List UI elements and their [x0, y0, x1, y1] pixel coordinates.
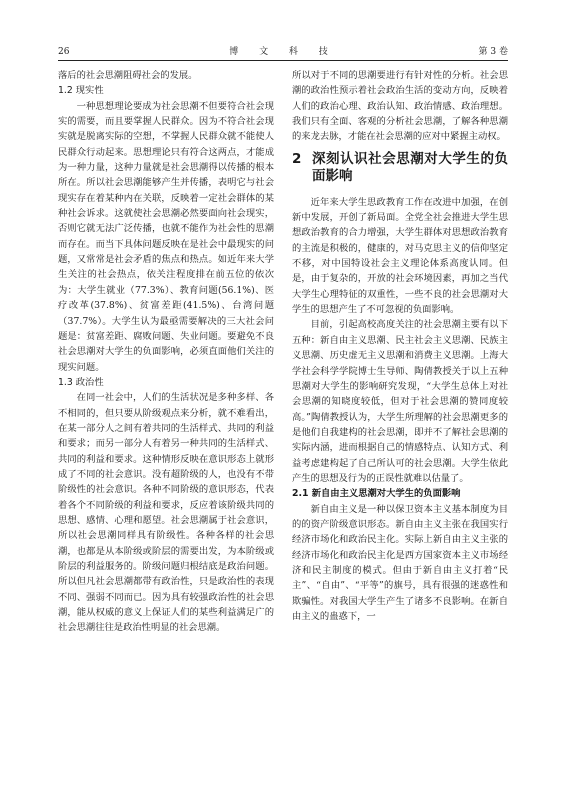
paragraph-continuation: 落后的社会思潮阻碍社会的发展。	[58, 70, 198, 81]
right-column	[292, 68, 508, 624]
journal-name: 博 文 科 技	[229, 47, 337, 57]
left-column	[58, 68, 274, 636]
section-2-number: 2	[292, 150, 302, 167]
heading-1-2-realism: 1.2 现实性	[58, 85, 104, 97]
paragraph-neoliberalism: 新自由主义是一种以保卫资本主义基本制度为目的的资产阶级意识形态。新自由主义主张在我国实行经济市场化和政治民主化。实际上新自由主义主张的经济市场化和政治民主化是西方国家资本主义市场经济和民主制度的模式。但由于新自由主义打着“民主”、“自由”、“平等”的旗号，具有很强的迷惑性和欺骗性。对我国大学生产生了诸多不良影响。在新自由主义的蛊惑下，一	[292, 503, 508, 622]
volume-label: 第 3 卷	[478, 47, 508, 57]
page-number: 26	[58, 47, 70, 57]
running-header	[58, 44, 508, 61]
paragraph-survey: 目前，引起高校高度关注的社会思潮主要有以下五种：新自由主义思潮、民主社会主义思潮、民族主义思潮、历史虚无主义思潮和消费主义思潮。上海大学社会科学学院博士生导师、陶倩教授关于以上五种思潮对大学生的影响研究发现，“大学生总体上对社会思潮的知晓度较低，但对于社会思潮的赞同度较高。”陶倩教授认为，大学生所理解的社会思潮更多的是他们自我建构的社会思潮，即并不了解社会思潮的实际内涵，进而根据自己的情感特点、认知方式、利益考虑建构起了自己所认可的社会思潮。大学生依此产生的思想及行为的正误性就难以估量了。	[292, 319, 508, 484]
paragraph-politics: 在同一社会中，人们的生活状况是多种多样、各不相同的，但只要从阶级观点来分析，就不难看出，在某一部分人之间有着共同的生活样式、共同的利益和要求；而另一部分人有着另一种共同的生活样式、共同的利益和要求。这种情形反映在意识形态上就形成了不同的社会意识。没有超阶级的人，也没有不带阶级性的社会意识。各种不同阶级的意识形态，代表着各个不同阶级的利益和要求，反应着该阶级共同的思想、感情、心理和愿望。社会思潮属于社会意识，所以社会思潮同样具有阶级性。各种各样的社会思潮，也都是从本阶级或阶层的需要出发，为本阶级或阶层的利益服务的。阶级问题归根结底是政治问题。所以但凡社会思潮都带有政治性，只是政治性的表现不同、强弱不同而已。因为具有较强政治性的社会思潮，能从权威的意义上保证人们的某些利益满足广的社会思潮往往是政治性明显的社会思潮。	[58, 392, 274, 634]
section-2-heading	[292, 151, 508, 185]
paragraph-intro: 近年来大学生思政教育工作在改进中加强，在创新中发展，开创了新局面。全党全社会推进大学生思想政治教育的合力增强，大学生群体对思想政治教育的主流是积极的，健康的，对马克思主义的信仰坚定不移，对中国特设社会主义理论体系高度认同。但是，由于复杂的，开放的社会环境因素，再加之当代大学生心理特征的双重性，一些不良的社会思潮对大学生的思想产生了不可忽视的负面影响。	[292, 196, 508, 316]
paragraph-continuation-right: 所以对于不同的思潮要进行有针对性的分析。社会思潮的政治性预示着社会政治生活的变动方向，反映着人们的政治心理、政治认知、政治情感、政治理想。我们只有全面、客观的分析社会思潮，了解各种思潮的来龙去脉，才能在社会思潮的应对中紧握主动权。	[292, 70, 508, 143]
paragraph-realism: 一种思想理论要成为社会思潮不但要符合社会现实的需要，而且要掌握人民群众。因为不符合社会现实就是脱离实际的空想，不掌握人民群众就不能使人民群众行动起来。思想理论只有符合这两点，才能成为一种力量，这种力量就是社会思潮得以传播的根本所在。所以社会思潮能够产生并传播，表明它与社会现实存在着某种内在关联，反映着一定社会群体的某种社会诉求。这就使社会思潮必然要面向社会现实，否则它就无法广泛传播，也就不能作为社会性的思潮而存在。而当下具体问题反映在是社会中最现实的问题，又常常是社会矛盾的焦点和热点。如近年来大学生关注的社会热点，依关注程度排在前五位的依次为：大学生就业（77.3%）、教育问题(56.1%)、医疗改革(37.8%)、贫富差距(41.5%)、台湾问题（37.7%）。大学生认为最亟需要解决的三大社会问题是：贫富差距、腐败问题、失业问题。要避免不良社会思潮对大学生的负面影响，必须直面他们关注的现实问题。	[58, 100, 274, 373]
section-2-title: 深刻认识社会思潮对大学生的负面影响	[312, 150, 508, 184]
heading-1-3-politics: 1.3 政治性	[58, 376, 104, 388]
heading-2-1-neoliberalism: 2.1 新自由主义思潮对大学生的负面影响	[292, 488, 461, 500]
